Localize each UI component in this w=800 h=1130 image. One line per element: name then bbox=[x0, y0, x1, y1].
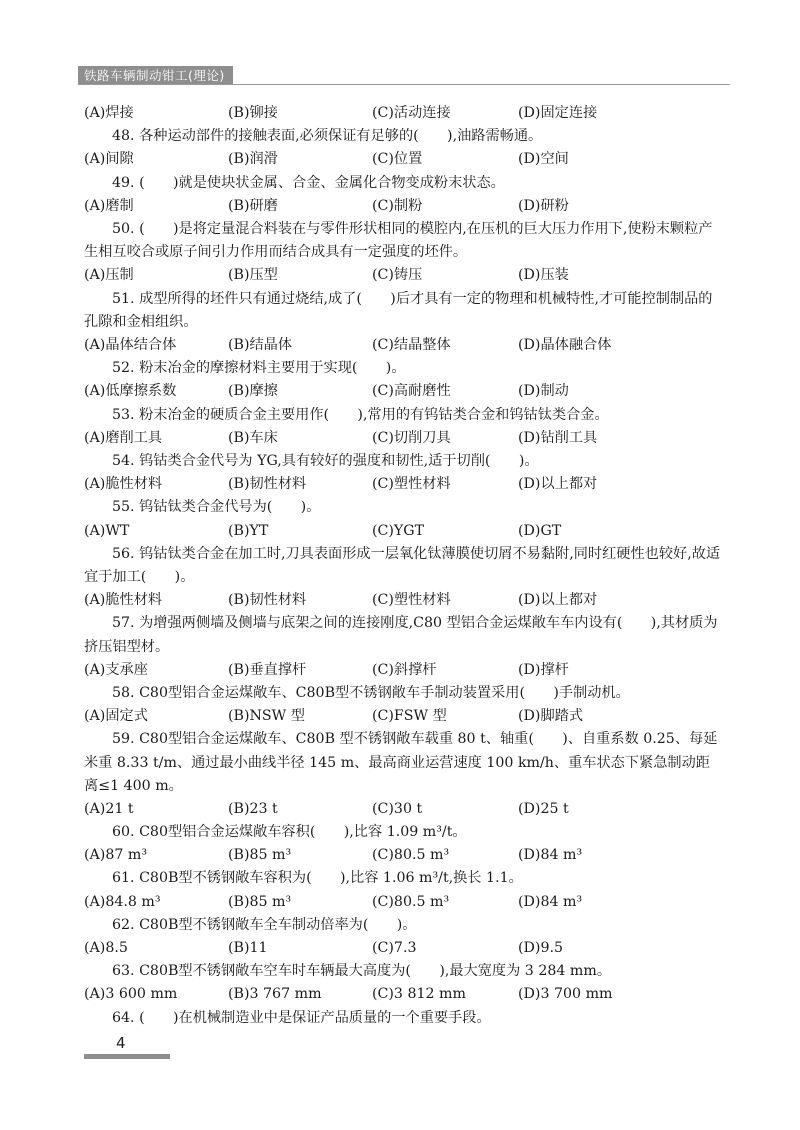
option-a: (A)焊接 bbox=[84, 105, 134, 121]
option-d: (D)以上都对 bbox=[518, 592, 598, 609]
question-text: 59. C80型铝合金运煤敞车、C80B 型不锈钢敞车载重 80 t、轴重( )、自重系数 0.25、每延米重 8.33 t/m、通过最小曲线半径 145 m、最高商业运营速度 100 km/h、重车状态下紧急制动距离≤1 400 m。 bbox=[84, 731, 718, 794]
option-b: (B)润滑 bbox=[228, 151, 278, 168]
option-b: (B)YT bbox=[228, 522, 269, 539]
header-title: 铁路车辆制动钳工(理论) bbox=[78, 66, 233, 85]
option-a: (A)晶体结合体 bbox=[84, 336, 177, 353]
option-a: (A)低摩擦系数 bbox=[84, 383, 177, 400]
question-text: 55. 钨钴钛类合金代号为( )。 bbox=[112, 499, 321, 516]
question-text: 52. 粉末冶金的摩擦材料主要用于实现( )。 bbox=[112, 360, 406, 377]
options-row bbox=[84, 937, 724, 960]
question-text: 60. C80型铝合金运煤敞车容积( ),比容 1.09 m³/t。 bbox=[112, 824, 467, 841]
question-text: 64. ( )在机械制造业中是保证产品质量的一个重要手段。 bbox=[112, 1009, 491, 1026]
option-a: (A)支承座 bbox=[84, 661, 148, 678]
option-c: (C)30 t bbox=[372, 800, 423, 817]
page-number-bar bbox=[84, 1054, 170, 1059]
question-text: 56. 钨钴钛类合金在加工时,刀具表面形成一层氧化钛薄膜使切屑不易黏附,同时红硬性也较好,故适宜于加工( )。 bbox=[84, 545, 721, 585]
options-row bbox=[84, 102, 724, 125]
option-d: (D)撑杆 bbox=[518, 661, 569, 678]
options-row bbox=[84, 659, 724, 682]
question-text: 49. ( )就是使块状金属、合金、金属化合物变成粉末状态。 bbox=[112, 174, 505, 191]
option-b: (B)结晶体 bbox=[228, 336, 293, 353]
option-d: (D)研粉 bbox=[518, 197, 569, 214]
option-d: (D)9.5 bbox=[518, 940, 564, 957]
option-b: (B)韧性材料 bbox=[228, 592, 307, 609]
option-c: (C)活动连接 bbox=[372, 105, 451, 121]
option-b: (B)垂直撑杆 bbox=[228, 661, 307, 678]
options-row bbox=[84, 705, 724, 728]
options-row bbox=[84, 264, 724, 287]
option-a: (A)脆性材料 bbox=[84, 592, 163, 609]
question-text: 48. 各种运动部件的接触表面,必须保证有足够的( ),油路需畅通。 bbox=[112, 128, 543, 145]
option-b: (B)85 m³ bbox=[228, 847, 292, 864]
option-a: (A)87 m³ bbox=[84, 847, 148, 864]
option-b: (B)85 m³ bbox=[228, 893, 292, 910]
option-a: (A)3 600 mm bbox=[84, 986, 178, 1003]
option-a: (A)WT bbox=[84, 522, 130, 539]
option-c: (C)制粉 bbox=[372, 197, 423, 214]
option-b: (B)铆接 bbox=[228, 105, 278, 121]
option-c: (C)铸压 bbox=[372, 267, 423, 284]
options-row bbox=[84, 589, 724, 612]
question-text: 58. C80型铝合金运煤敞车、C80B型不锈钢敞车手制动装置采用( )手制动机。 bbox=[112, 684, 630, 701]
option-c: (C)位置 bbox=[372, 151, 423, 168]
option-c: (C)高耐磨性 bbox=[372, 383, 451, 400]
option-d: (D)钻削工具 bbox=[518, 429, 598, 446]
option-a: (A)间隙 bbox=[84, 151, 134, 168]
options-row bbox=[84, 195, 724, 218]
option-a: (A)8.5 bbox=[84, 940, 128, 957]
option-c: (C)3 812 mm bbox=[372, 986, 466, 1003]
option-b: (B)3 767 mm bbox=[228, 986, 322, 1003]
option-b: (B)研磨 bbox=[228, 197, 278, 214]
question-text: 62. C80B型不锈钢敞车全车制动倍率为( )。 bbox=[112, 916, 417, 933]
option-c: (C)80.5 m³ bbox=[372, 847, 450, 864]
question-text: 57. 为增强两侧墙及侧墙与底架之间的连接刚度,C80 型铝合金运煤敞车车内设有( ),其材质为挤压铝型材。 bbox=[84, 615, 718, 655]
options-row bbox=[84, 798, 724, 821]
option-d: (D)84 m³ bbox=[518, 893, 583, 910]
options-row bbox=[84, 844, 724, 867]
options-row bbox=[84, 983, 724, 1006]
options-row bbox=[84, 473, 724, 496]
option-c: (C)塑性材料 bbox=[372, 592, 451, 609]
option-c: (C)结晶整体 bbox=[372, 336, 451, 353]
question-list bbox=[84, 102, 724, 1030]
option-b: (B)韧性材料 bbox=[228, 476, 307, 493]
option-a: (A)压制 bbox=[84, 267, 134, 284]
option-c: (C)7.3 bbox=[372, 940, 417, 957]
options-row bbox=[84, 520, 724, 543]
option-d: (D)压装 bbox=[518, 267, 569, 284]
question-text: 53. 粉末冶金的硬质合金主要用作( ),常用的有钨钴类合金和钨钴钛类合金。 bbox=[112, 406, 609, 423]
options-row bbox=[84, 380, 724, 403]
option-d: (D)以上都对 bbox=[518, 476, 598, 493]
options-row bbox=[84, 427, 724, 450]
option-a: (A)磨制 bbox=[84, 197, 134, 214]
options-row bbox=[84, 891, 724, 914]
options-row bbox=[84, 334, 724, 357]
option-b: (B)压型 bbox=[228, 267, 278, 284]
question-text: 63. C80B型不锈钢敞车空车时车辆最大高度为( ),最大宽度为 3 284 mm。 bbox=[112, 963, 612, 980]
options-row bbox=[84, 148, 724, 171]
option-d: (D)GT bbox=[518, 522, 562, 539]
option-d: (D)空间 bbox=[518, 151, 569, 168]
question-text: 61. C80B型不锈钢敞车容积为( ),比容 1.06 m³/t,换长 1.1。 bbox=[112, 870, 523, 887]
page-number: 4 bbox=[116, 1034, 126, 1052]
option-d: (D)固定连接 bbox=[518, 105, 598, 121]
option-a: (A)21 t bbox=[84, 800, 134, 817]
option-b: (B)摩擦 bbox=[228, 383, 278, 400]
option-c: (C)切削刀具 bbox=[372, 429, 451, 446]
option-a: (A)84.8 m³ bbox=[84, 893, 161, 910]
option-c: (C)YGT bbox=[372, 522, 425, 539]
option-a: (A)固定式 bbox=[84, 708, 148, 725]
option-a: (A)脆性材料 bbox=[84, 476, 163, 493]
option-d: (D)25 t bbox=[518, 800, 569, 817]
running-header bbox=[78, 66, 730, 85]
option-c: (C)80.5 m³ bbox=[372, 893, 450, 910]
option-a: (A)磨削工具 bbox=[84, 429, 163, 446]
option-b: (B)23 t bbox=[228, 800, 278, 817]
option-c: (C)塑性材料 bbox=[372, 476, 451, 493]
question-text: 54. 钨钴类合金代号为 YG,具有较好的强度和韧性,适于切削( )。 bbox=[112, 452, 539, 469]
option-c: (C)斜撑杆 bbox=[372, 661, 437, 678]
option-b: (B)车床 bbox=[228, 429, 278, 446]
option-d: (D)脚踏式 bbox=[518, 708, 584, 725]
option-d: (D)晶体融合体 bbox=[518, 336, 612, 353]
header-rule bbox=[78, 84, 730, 85]
option-d: (D)84 m³ bbox=[518, 847, 583, 864]
option-d: (D)3 700 mm bbox=[518, 986, 613, 1003]
option-c: (C)FSW 型 bbox=[372, 708, 447, 725]
option-b: (B)NSW 型 bbox=[228, 708, 305, 725]
question-text: 51. 成型所得的坯件只有通过烧结,成了( )后才具有一定的物理和机械特性,才可能控制制品的孔隙和金相组织。 bbox=[84, 290, 713, 330]
option-b: (B)11 bbox=[228, 940, 268, 957]
question-text: 50. ( )是将定量混合料装在与零件形状相同的模腔内,在压机的巨大压力作用下,使粉末颗粒产生相互咬合或原子间引力作用而结合成具有一定强度的坯件。 bbox=[84, 220, 713, 261]
option-d: (D)制动 bbox=[518, 383, 569, 400]
